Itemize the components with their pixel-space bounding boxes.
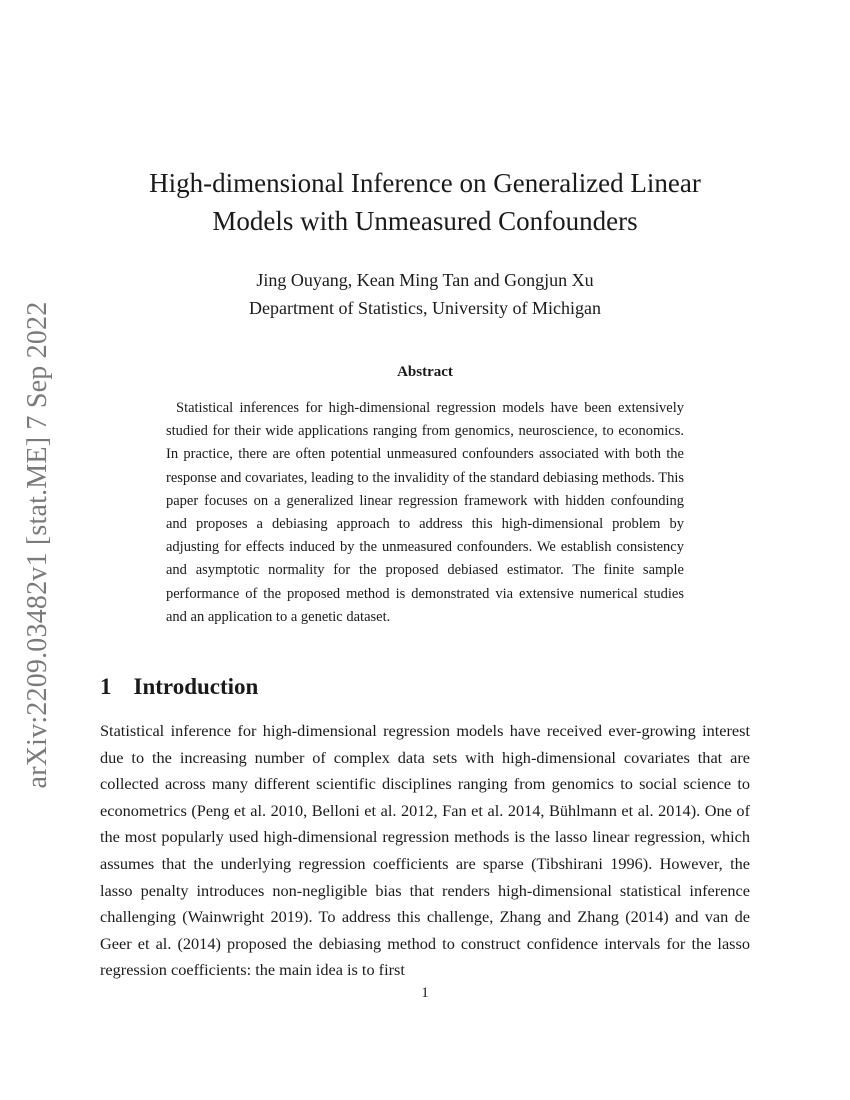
author-block [100, 266, 750, 322]
author-names: Jing Ouyang, Kean Ming Tan and Gongjun Xu [256, 270, 594, 290]
arxiv-identifier-stamp: arXiv:2209.03482v1 [stat.ME] 7 Sep 2022 [22, 301, 53, 789]
title-line-2: Models with Unmeasured Confounders [212, 206, 638, 236]
introduction-paragraph: Statistical inference for high-dimensional regression models have received ever-growing interest due to the increasing number of complex data sets with high-dimensional covariates that are collected across many different scientific disciplines ranging from genomics to social science to econometrics (Peng et al. 2010, Belloni et al. 2012, Fan et al. 2014, Bühlmann et al. 2014). One of the most popularly used high-dimensional regression methods is the lasso linear regression, which assumes that the underlying regression coefficients are sparse (Tibshirani 1996). However, the lasso penalty introduces non-negligible bias that renders high-dimensional statistical inference challenging (Wainwright 2019). To address this challenge, Zhang and Zhang (2014) and van de Geer et al. (2014) proposed the debiasing method to construct confidence intervals for the lasso regression coefficients: the main idea is to first [100, 721, 750, 980]
section-heading-introduction [100, 674, 258, 700]
section-number: 1 [100, 674, 112, 699]
page-number: 1 [421, 985, 429, 1001]
section-title: Introduction [133, 674, 259, 699]
paper-title [100, 164, 750, 240]
author-affiliation: Department of Statistics, University of Michigan [249, 298, 601, 318]
title-line-1: High-dimensional Inference on Generalized Linear [149, 168, 701, 198]
abstract-text: Statistical inferences for high-dimensional regression models have been extensively studied for their wide applications ranging from genomics, neuroscience, to economics. In practice, there are often potential unmeasured confounders associated with both the response and covariates, leading to the invalidity of the standard debiasing methods. This paper focuses on a generalized linear regression framework with hidden confounding and proposes a debiasing approach to address this high-dimensional problem by adjusting for effects induced by the unmeasured confounders. We establish consistency and asymptotic normality for the proposed debiased estimator. The finite sample performance of the proposed method is demonstrated via extensive numerical studies and an application to a genetic dataset. [166, 400, 684, 625]
abstract-heading: Abstract [397, 364, 453, 380]
